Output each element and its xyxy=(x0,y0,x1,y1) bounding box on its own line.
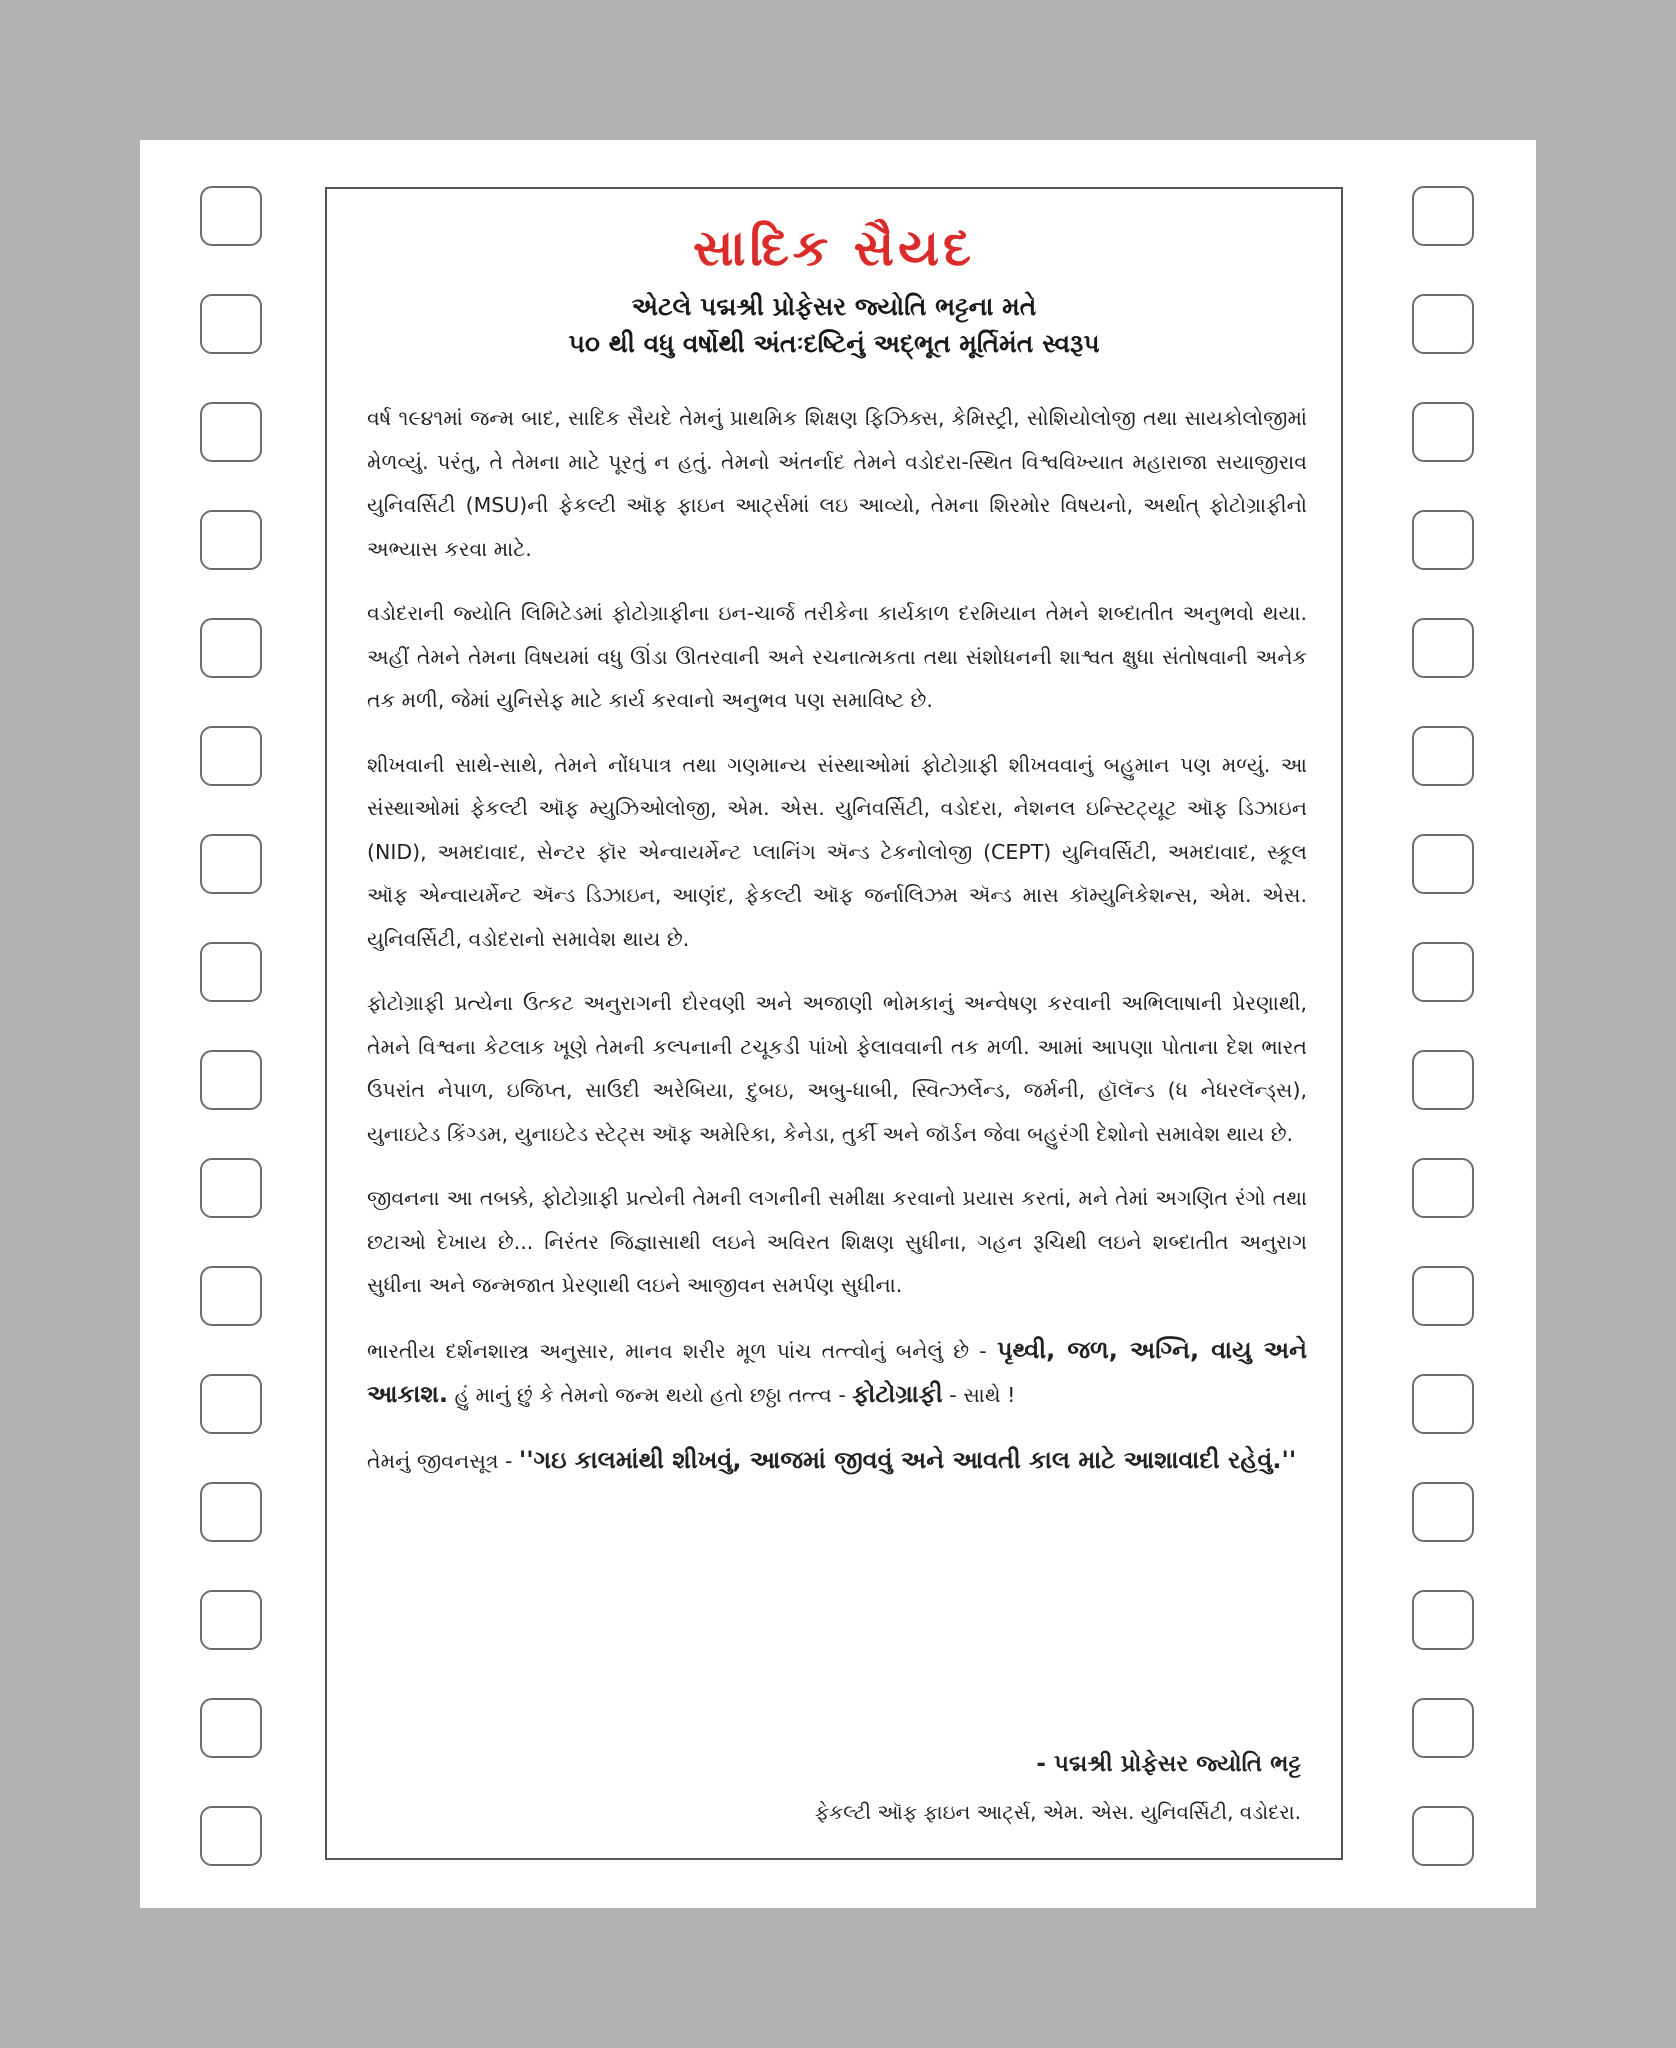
sprocket-hole xyxy=(200,1806,262,1866)
film-strip-frame xyxy=(140,140,1536,1908)
sprocket-hole xyxy=(1412,1158,1474,1218)
sprocket-hole xyxy=(1412,1590,1474,1650)
sprocket-hole xyxy=(1412,1806,1474,1866)
paragraph-teaching: શીખવાની સાથે-સાથે, તેમને નોંધપાત્ર તથા ગણમાન્ય સંસ્થાઓમાં ફોટોગ્રાફી શીખવવાનું બહુમાન પણ મળ્યું. આ સંસ્થાઓમાં ફેકલ્ટી ઑફ મ્યુઝિઓલોજી, એમ. એસ. યુનિવર્સિટી, વડોદરા, નેશનલ ઇન્સ્ટિટ્યૂટ ઑફ ડિઝાઇન (NID), અમદાવાદ, સેન્ટર ફૉર એન્વાયર્મેન્ટ પ્લાનિંગ ઍન્ડ ટેકનોલોજી (CEPT) યુનિવર્સિટી, અમદાવાદ, સ્કૂલ ઑફ એન્વાયર્મેન્ટ ઍન્ડ ડિઝાઇન, આણંદ, ફેકલ્ટી ઑફ જર્નાલિઝમ ઍન્ડ માસ કૉમ્યુનિકેશન્સ, એમ. એસ. યુનિવર્સિટી, વડોદરાનો સમાવેશ થાય છે. xyxy=(367,752,1307,951)
sprocket-hole xyxy=(1412,942,1474,1002)
sprocket-hole xyxy=(200,294,262,354)
paragraph-jyoti-limited: વડોદરાની જ્યોતિ લિમિટેડમાં ફોટોગ્રાફીના ઇન-ચાર્જ તરીકેના કાર્યકાળ દરમિયાન તેમને શબ્દાતીત અનુભવો થયા. અહીં તેમને તેમના વિષયમાં વધુ ઊંડા ઊતરવાની અને રચનાત્મકતા તથા સંશોધનની શાશ્વત ક્ષુધા સંતોષવાની અનેક તક મળી, જેમાં યુનિસેફ માટે કાર્ય કરવાનો અનુભવ પણ સમાવિષ્ટ છે. xyxy=(367,601,1307,712)
paragraph-passion: જીવનના આ તબક્કે, ફોટોગ્રાફી પ્રત્યેની તેમની લગનીની સમીક્ષા કરવાનો પ્રયાસ કરતાં, મને તેમાં અગણિત રંગો તથા છટાઓ દેખાય છે... નિરંતર જિજ્ઞાસાથી લઇને અવિરત શિક્ષણ સુધીના, ગહન રૂચિથી લઇને શબ્દાતીત અનુરાગ સુધીના અને જન્મજાત પ્રેરણાથી લઇને આજીવન સમર્પણ સુધીના. xyxy=(367,1186,1307,1297)
sprocket-hole xyxy=(1412,834,1474,894)
sprocket-hole xyxy=(200,834,262,894)
sprocket-hole xyxy=(1412,1374,1474,1434)
sprocket-hole xyxy=(200,1590,262,1650)
subtitle-line-1: એટલે પદ્મશ્રી પ્રોફેસર જ્યોતિ ભટ્ટના મતે xyxy=(631,292,1037,321)
sprocket-hole xyxy=(200,1698,262,1758)
paragraph-motto xyxy=(367,1439,1307,1484)
article-body xyxy=(367,397,1307,1504)
author-affiliation: ફેકલ્ટી ઑફ ફાઇન આર્ટ્સ, એમ. એસ. યુનિવર્સિટી, વડોદરા. xyxy=(814,1800,1301,1824)
motto-quote: ''ગઇ કાલમાંથી શીખવું, આજમાં જીવવું અને આવતી કાલ માટે આશાવાદી રહેવું.'' xyxy=(518,1445,1297,1474)
sprocket-hole xyxy=(1412,402,1474,462)
five-elements-intro: ભારતીય દર્શનશાસ્ત્ર અનુસાર, માનવ શરીર મૂળ પાંચ તત્ત્વોનું બનેલું છે - xyxy=(367,1338,997,1363)
subtitle-line-2: ૫૦ થી વધુ વર્ષોથી અંતઃદષ્ટિનું અદ્ભૂત મૂર્તિમંત સ્વરૂપ xyxy=(568,329,1100,358)
sixth-element-outro: - સાથે ! xyxy=(942,1383,1016,1407)
five-elements-list: પૃથ્વી, જળ, અગ્નિ, વાયુ અને આકાશ. xyxy=(367,1335,1307,1408)
sprocket-hole xyxy=(200,1050,262,1110)
sprocket-hole xyxy=(200,1158,262,1218)
paragraph-birth-education: વર્ષ ૧૯૪૧માં જન્મ બાદ, સાદિક સૈયદે તેમનું પ્રાથમિક શિક્ષણ ફિઝિક્સ, કેમિસ્ટ્રી, સોશિયોલોજી તથા સાયકોલોજીમાં મેળવ્યું. પરંતુ, તે તેમના માટે પૂરતું ન હતું. તેમનો અંતર્નાદ તેમને વડોદરા-સ્થિત વિશ્વવિખ્યાત મહારાજા સયાજીરાવ યુનિવર્સિટી (MSU)ની ફેકલ્ટી ઑફ ફાઇન આર્ટ્સમાં લઇ આવ્યો, તેમના શિરમોર વિષયનો, અર્થાત્ ફોટોગ્રાફીનો અભ્યાસ કરવા માટે. xyxy=(367,406,1307,561)
sprocket-hole xyxy=(1412,618,1474,678)
sixth-element-intro: હું માનું છું કે તેમનો જન્મ થયો હતો છઠ્ઠા તત્ત્વ - xyxy=(447,1383,853,1407)
sprocket-hole xyxy=(1412,186,1474,246)
page-title: સાદિક સૈયદ xyxy=(692,219,976,277)
sprocket-hole xyxy=(200,510,262,570)
sprocket-hole xyxy=(1412,510,1474,570)
sprocket-hole xyxy=(1412,1266,1474,1326)
sprocket-hole xyxy=(200,402,262,462)
sprocket-hole xyxy=(200,726,262,786)
sprocket-hole xyxy=(1412,1050,1474,1110)
motto-prefix: તેમનું જીવનસૂત્ર - xyxy=(367,1448,519,1473)
sprocket-hole xyxy=(200,1266,262,1326)
sprocket-hole xyxy=(200,186,262,246)
author-signature: - પદ્મશ્રી પ્રોફેસર જ્યોતિ ભટ્ટ xyxy=(1036,1751,1301,1777)
content-frame xyxy=(325,187,1343,1860)
sprocket-hole xyxy=(200,1482,262,1542)
sprocket-hole xyxy=(1412,726,1474,786)
sprocket-hole xyxy=(200,1374,262,1434)
sprocket-hole xyxy=(200,618,262,678)
sprocket-hole xyxy=(1412,294,1474,354)
sprocket-hole xyxy=(1412,1698,1474,1758)
sprocket-hole xyxy=(1412,1482,1474,1542)
paragraph-travels: ફોટોગ્રાફી પ્રત્યેના ઉત્કટ અનુરાગની દોરવણી અને અજાણી ભોમકાનું અન્વેષણ કરવાની અભિલાષાની પ્રેરણાથી, તેમને વિશ્વના કેટલાક ખૂણે તેમની કલ્પનાની ટચૂકડી પાંખો ફેલાવવાની તક મળી. આમાં આપણા પોતાના દેશ ભારત ઉપરાંત નેપાળ, ઇજિપ્ત, સાઉદી અરેબિયા, દુબઇ, અબુ-ધાબી, સ્વિત્ઝર્લેન્ડ, જર્મની, હૉલૅન્ડ (ધ નેધરલૅન્ડ્સ), યુનાઇટેડ કિંગ્ડમ, યુનાઇટેડ સ્ટેટ્સ ઑફ અમેરિકા, કેનેડા, તુર્કી અને જૉર્ડન જેવા બહુરંગી દેશોનો સમાવેશ થાય છે. xyxy=(367,991,1307,1146)
sprocket-hole xyxy=(200,942,262,1002)
sixth-element: ફોટોગ્રાફી xyxy=(852,1380,943,1408)
paragraph-five-elements xyxy=(367,1329,1307,1418)
